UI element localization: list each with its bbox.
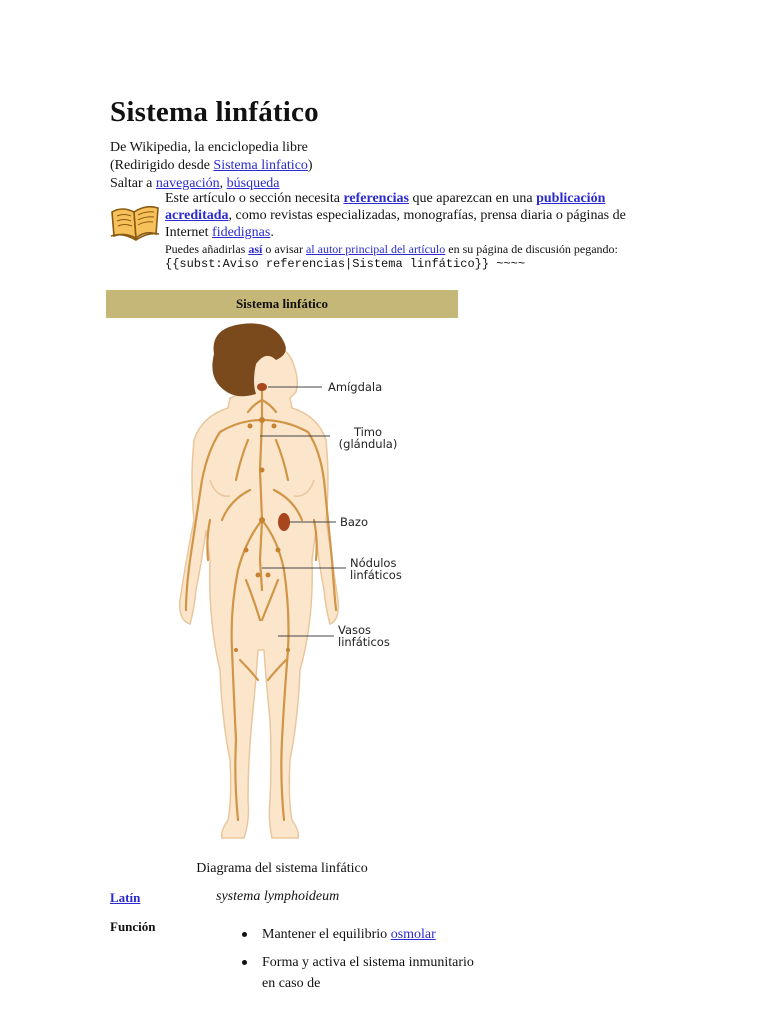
lymphatic-system-diagram: [150, 320, 430, 850]
function-item-osmolar: Mantener el equilibrio osmolar: [262, 924, 482, 945]
spleen-organ: [278, 513, 290, 531]
notice-text: Este artículo o sección necesita referencias que aparezcan en una publicación acreditada, como revistas especializadas, monografías, prensa diaria o páginas de Internet fidedignas. Puedes añadirlas así o avisar al autor principal del artículo en su página de discusión pegando: {{subst:Aviso referencias|Sistema linfático}} ~~~~: [165, 190, 665, 271]
article-subtitle-block: [110, 139, 313, 193]
from-line: De Wikipedia, la enciclopedia libre: [110, 140, 308, 155]
label-amigdala: Amígdala: [328, 380, 383, 394]
page-title: Sistema linfático: [110, 96, 319, 128]
navigation-link[interactable]: navegación: [155, 176, 220, 191]
body-silhouette: [180, 345, 339, 838]
redirect-line: (Redirigido desde Sistema linfatico): [110, 158, 313, 173]
add-them-link[interactable]: así: [248, 242, 263, 256]
label-bazo: Bazo: [340, 515, 369, 529]
label-timo: Timo (glándula): [338, 425, 398, 451]
accredited-publication-link[interactable]: publicación acreditada: [165, 191, 606, 223]
main-author-link[interactable]: al autor principal del artículo: [305, 242, 446, 256]
function-label: Función: [110, 919, 156, 934]
osmolar-link[interactable]: osmolar: [390, 927, 436, 942]
body-illustration: [150, 320, 430, 850]
references-link[interactable]: referencias: [343, 191, 410, 206]
figure-caption: Diagrama del sistema linfático: [196, 861, 368, 876]
search-link[interactable]: búsqueda: [226, 176, 280, 191]
notice-help-line: Puedes añadirlas así o avisar al autor principal del artículo en su página de discusión pegando:: [165, 242, 618, 256]
infobox-header: Sistema linfático: [106, 290, 458, 318]
label-nodulos: Nódulos linfáticos: [350, 556, 402, 582]
tonsil-organ: [257, 383, 267, 391]
label-vasos: Vasos linfáticos: [338, 623, 390, 649]
latin-value: systema lymphoideum: [216, 889, 340, 904]
latin-link[interactable]: Latín: [110, 890, 141, 905]
function-item-immune: Forma y activa el sistema inmunitario en caso de: [262, 952, 482, 994]
redirect-link[interactable]: Sistema linfatico: [213, 158, 308, 173]
function-list: [262, 924, 482, 1001]
open-book-icon: [108, 198, 162, 242]
notice-code: {{subst:Aviso referencias|Sistema linfático}} ~~~~: [165, 257, 526, 271]
jump-line: Saltar a navegación, búsqueda: [110, 176, 280, 191]
reliable-link[interactable]: fidedignas: [212, 225, 271, 240]
